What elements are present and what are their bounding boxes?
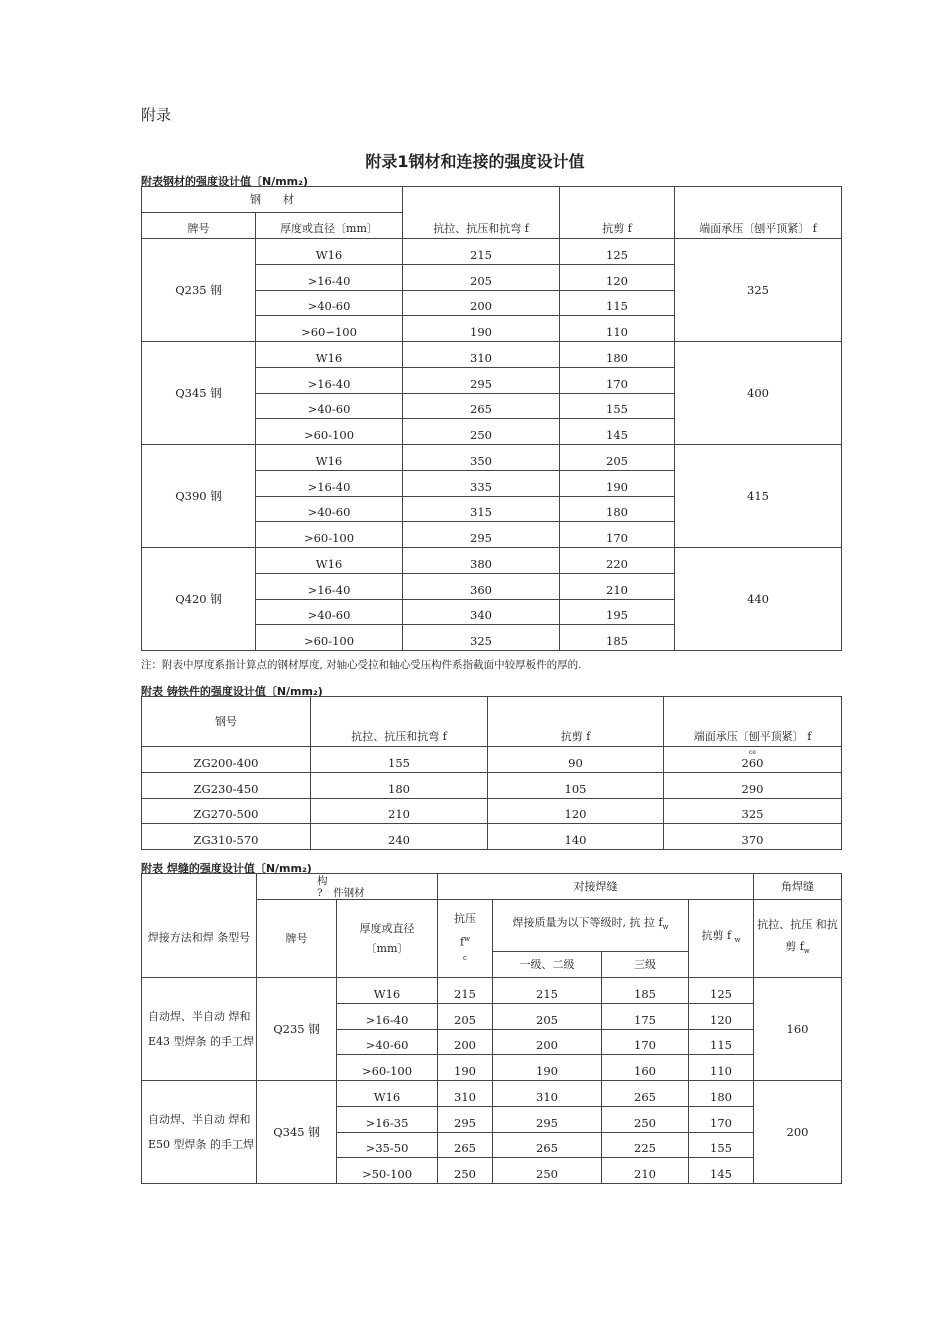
compression-value-cell: 200 bbox=[438, 1029, 493, 1055]
fillet-value-cell: 160 bbox=[754, 978, 842, 1081]
shear-value-cell: 185 bbox=[560, 625, 675, 651]
casting-grade-cell: ZG310-570 bbox=[142, 824, 311, 850]
thickness-cell: >40-60 bbox=[337, 1029, 438, 1055]
compression-value-cell: 310 bbox=[438, 1081, 493, 1107]
shear-value-cell: 180 bbox=[560, 496, 675, 522]
shear-value-cell: 180 bbox=[689, 1081, 754, 1107]
grade3-tension-cell: 225 bbox=[602, 1132, 689, 1158]
thickness-cell: W16 bbox=[337, 1081, 438, 1107]
shear-value-cell: 195 bbox=[560, 599, 675, 625]
header-compression-label: 抗压 bbox=[454, 912, 477, 926]
compression-value-cell: 205 bbox=[438, 1003, 493, 1029]
thickness-cell: >16-40 bbox=[256, 573, 403, 599]
thickness-cell: >40-60 bbox=[256, 599, 403, 625]
bearing-subscript: ce bbox=[749, 748, 756, 756]
tension-value-cell: 340 bbox=[403, 599, 560, 625]
tension-value-cell: 240 bbox=[311, 824, 488, 850]
header-shear: 抗剪 f bbox=[488, 697, 664, 747]
header-bearing: 端面承压〔刨平顶紧〕 f bbox=[675, 187, 842, 239]
shear-value-cell: 155 bbox=[689, 1132, 754, 1158]
header-grade-3: 三级 bbox=[602, 952, 689, 978]
shear-value-cell: 155 bbox=[560, 393, 675, 419]
header-shear: 抗剪 f $_w$ bbox=[689, 900, 754, 978]
thickness-cell: >60-100 bbox=[256, 522, 403, 548]
table-row bbox=[142, 798, 842, 824]
grade12-tension-cell: 265 bbox=[493, 1132, 602, 1158]
tension-value-cell: 250 bbox=[403, 419, 560, 445]
header-thickness bbox=[337, 900, 438, 978]
steel-grade-cell: Q420 钢 bbox=[142, 548, 256, 651]
compression-value-cell: 265 bbox=[438, 1132, 493, 1158]
thickness-cell: >60-100 bbox=[256, 625, 403, 651]
table-row bbox=[142, 548, 842, 574]
header-fillet-value: 抗拉、抗压 和抗剪 $f_w$ bbox=[754, 900, 842, 978]
bearing-value-cell: 415 bbox=[675, 445, 842, 548]
grade12-tension-cell: 295 bbox=[493, 1106, 602, 1132]
bearing-value-cell: ce 260 bbox=[664, 747, 842, 773]
weld-method-cell: 自动焊、半自动 焊和E50 型焊条 的手工焊 bbox=[142, 1081, 257, 1184]
thickness-cell: >40-60 bbox=[256, 496, 403, 522]
page-title: 附录1钢材和连接的强度设计值 bbox=[365, 152, 585, 171]
thickness-cell: >35-50 bbox=[337, 1132, 438, 1158]
thickness-cell: W16 bbox=[256, 548, 403, 574]
shear-value-cell: 90 bbox=[488, 747, 664, 773]
header-fillet-weld: 角焊缝 bbox=[754, 874, 842, 900]
steel-grade-cell: Q235 钢 bbox=[142, 239, 256, 342]
header-bearing: 端面承压〔刨平顶紧〕 f bbox=[664, 697, 842, 747]
bearing-value-cell: 440 bbox=[675, 548, 842, 651]
shear-value-cell: 145 bbox=[560, 419, 675, 445]
header-compression-symbol: $f^w$ c bbox=[459, 935, 471, 962]
shear-value-cell: 170 bbox=[560, 522, 675, 548]
weld-strength-table bbox=[141, 873, 842, 1184]
thickness-cell: W16 bbox=[256, 239, 403, 265]
tension-value-cell: 200 bbox=[403, 290, 560, 316]
casting-grade-cell: ZG230-450 bbox=[142, 772, 311, 798]
header-member-steel bbox=[257, 874, 438, 900]
header-member-a: 构 bbox=[317, 874, 328, 887]
tension-value-cell: 210 bbox=[311, 798, 488, 824]
thickness-cell: W16 bbox=[256, 445, 403, 471]
thickness-cell: >60∽100 bbox=[256, 316, 403, 342]
shear-value-cell: 205 bbox=[560, 445, 675, 471]
table1-caption: 附表钢材的强度设计值〔N/mm₂) bbox=[141, 175, 308, 188]
table1-note: 注：附表中厚度系指计算点的钢材厚度, 对轴心受拉和轴心受压构件系指截面中较厚板件的厚的. bbox=[141, 659, 582, 671]
header-thickness-unit: 〔mm〕 bbox=[365, 941, 409, 955]
header-grade: 牌号 bbox=[257, 900, 337, 978]
grade12-tension-cell: 205 bbox=[493, 1003, 602, 1029]
shear-value-cell: 115 bbox=[689, 1029, 754, 1055]
tension-value-cell: 350 bbox=[403, 445, 560, 471]
grade3-tension-cell: 265 bbox=[602, 1081, 689, 1107]
shear-value-cell: 120 bbox=[488, 798, 664, 824]
casting-grade-cell: ZG200-400 bbox=[142, 747, 311, 773]
bearing-value-cell: 370 bbox=[664, 824, 842, 850]
shear-value-cell: 125 bbox=[560, 239, 675, 265]
grade12-tension-cell: 215 bbox=[493, 978, 602, 1004]
tension-value-cell: 295 bbox=[403, 367, 560, 393]
thickness-cell: >16-40 bbox=[337, 1003, 438, 1029]
table2-caption: 附表 铸铁件的强度设计值〔N/mm₂) bbox=[141, 685, 323, 698]
table-row bbox=[142, 824, 842, 850]
tension-value-cell: 215 bbox=[403, 239, 560, 265]
tension-value-cell: 155 bbox=[311, 747, 488, 773]
shear-value-cell: 120 bbox=[560, 264, 675, 290]
tension-value-cell: 315 bbox=[403, 496, 560, 522]
bearing-value-cell: 290 bbox=[664, 772, 842, 798]
compression-value-cell: 215 bbox=[438, 978, 493, 1004]
shear-value-cell: 120 bbox=[689, 1003, 754, 1029]
grade12-tension-cell: 190 bbox=[493, 1055, 602, 1081]
table-row bbox=[142, 978, 842, 1004]
header-shear: 抗剪 f bbox=[560, 187, 675, 239]
header-grade-1-2: 一级、二级 bbox=[493, 952, 602, 978]
shear-value-cell: 140 bbox=[488, 824, 664, 850]
grade3-tension-cell: 250 bbox=[602, 1106, 689, 1132]
grade12-tension-cell: 310 bbox=[493, 1081, 602, 1107]
table-row bbox=[142, 772, 842, 798]
shear-value-cell: 115 bbox=[560, 290, 675, 316]
header-grade: 钢号 bbox=[142, 697, 311, 747]
tension-value-cell: 380 bbox=[403, 548, 560, 574]
weld-method-cell: 自动焊、半自动 焊和E43 型焊条 的手工焊 bbox=[142, 978, 257, 1081]
steel-grade-cell: Q345 钢 bbox=[142, 342, 256, 445]
steel-strength-table bbox=[141, 186, 842, 651]
header-butt-weld: 对接焊缝 bbox=[438, 874, 754, 900]
shear-value-cell: 180 bbox=[560, 342, 675, 368]
casting-strength-table bbox=[141, 696, 842, 850]
shear-value-cell: 210 bbox=[560, 573, 675, 599]
tension-value-cell: 190 bbox=[403, 316, 560, 342]
thickness-cell: >40-60 bbox=[256, 393, 403, 419]
shear-value-cell: 110 bbox=[689, 1055, 754, 1081]
header-grade: 牌号 bbox=[142, 213, 256, 239]
shear-value-cell: 170 bbox=[689, 1106, 754, 1132]
thickness-cell: >40-60 bbox=[256, 290, 403, 316]
grade3-tension-cell: 160 bbox=[602, 1055, 689, 1081]
table-row bbox=[142, 1081, 842, 1107]
grade3-tension-cell: 210 bbox=[602, 1158, 689, 1184]
thickness-cell: W16 bbox=[256, 342, 403, 368]
tension-value-cell: 310 bbox=[403, 342, 560, 368]
compression-value-cell: 250 bbox=[438, 1158, 493, 1184]
header-quality-tension: 焊接质量为以下等级时, 抗 拉 $f_w$ bbox=[493, 900, 689, 952]
header-compression bbox=[438, 900, 493, 978]
header-member-b: ? 件钢材 bbox=[317, 886, 365, 899]
thickness-cell: W16 bbox=[337, 978, 438, 1004]
bearing-value-cell: 400 bbox=[675, 342, 842, 445]
thickness-cell: >60-100 bbox=[256, 419, 403, 445]
thickness-cell: >16-40 bbox=[256, 264, 403, 290]
thickness-cell: >16-35 bbox=[337, 1106, 438, 1132]
header-material: 钢 材 bbox=[142, 187, 403, 213]
shear-value-cell: 170 bbox=[560, 367, 675, 393]
table-row bbox=[142, 445, 842, 471]
shear-value-cell: 220 bbox=[560, 548, 675, 574]
tension-value-cell: 335 bbox=[403, 470, 560, 496]
bearing-value-cell: 325 bbox=[664, 798, 842, 824]
thickness-cell: >60-100 bbox=[337, 1055, 438, 1081]
header-tension: 抗拉、抗压和抗弯 f bbox=[311, 697, 488, 747]
compression-value-cell: 295 bbox=[438, 1106, 493, 1132]
bearing-value-cell: 325 bbox=[675, 239, 842, 342]
casting-grade-cell: ZG270-500 bbox=[142, 798, 311, 824]
steel-grade-cell: Q390 钢 bbox=[142, 445, 256, 548]
tension-value-cell: 360 bbox=[403, 573, 560, 599]
grade3-tension-cell: 175 bbox=[602, 1003, 689, 1029]
shear-value-cell: 110 bbox=[560, 316, 675, 342]
steel-grade-cell: Q235 钢 bbox=[257, 978, 337, 1081]
thickness-cell: >16-40 bbox=[256, 470, 403, 496]
shear-value-cell: 190 bbox=[560, 470, 675, 496]
shear-value-cell: 105 bbox=[488, 772, 664, 798]
shear-value-cell: 125 bbox=[689, 978, 754, 1004]
grade3-tension-cell: 170 bbox=[602, 1029, 689, 1055]
thickness-cell: >16-40 bbox=[256, 367, 403, 393]
table-row bbox=[142, 342, 842, 368]
tension-value-cell: 205 bbox=[403, 264, 560, 290]
preface-label: 附录 bbox=[141, 106, 172, 124]
tension-value-cell: 295 bbox=[403, 522, 560, 548]
compression-value-cell: 190 bbox=[438, 1055, 493, 1081]
tension-value-cell: 325 bbox=[403, 625, 560, 651]
header-thickness: 厚度或直径〔mm〕 bbox=[256, 213, 403, 239]
tension-value-cell: 180 bbox=[311, 772, 488, 798]
steel-grade-cell: Q345 钢 bbox=[257, 1081, 337, 1184]
header-tension: 抗拉、抗压和抗弯 f bbox=[403, 187, 560, 239]
thickness-cell: >50-100 bbox=[337, 1158, 438, 1184]
fillet-value-cell: 200 bbox=[754, 1081, 842, 1184]
shear-value-cell: 145 bbox=[689, 1158, 754, 1184]
grade12-tension-cell: 200 bbox=[493, 1029, 602, 1055]
grade12-tension-cell: 250 bbox=[493, 1158, 602, 1184]
header-thickness-label: 厚度或直径 bbox=[359, 921, 415, 935]
tension-value-cell: 265 bbox=[403, 393, 560, 419]
table-row bbox=[142, 239, 842, 265]
header-weld-method: 焊接方法和焊 条型号 bbox=[142, 900, 257, 978]
table-row bbox=[142, 747, 842, 773]
table3-caption: 附表 焊缝的强度设计值〔N/mm₂) bbox=[141, 862, 312, 875]
grade3-tension-cell: 185 bbox=[602, 978, 689, 1004]
